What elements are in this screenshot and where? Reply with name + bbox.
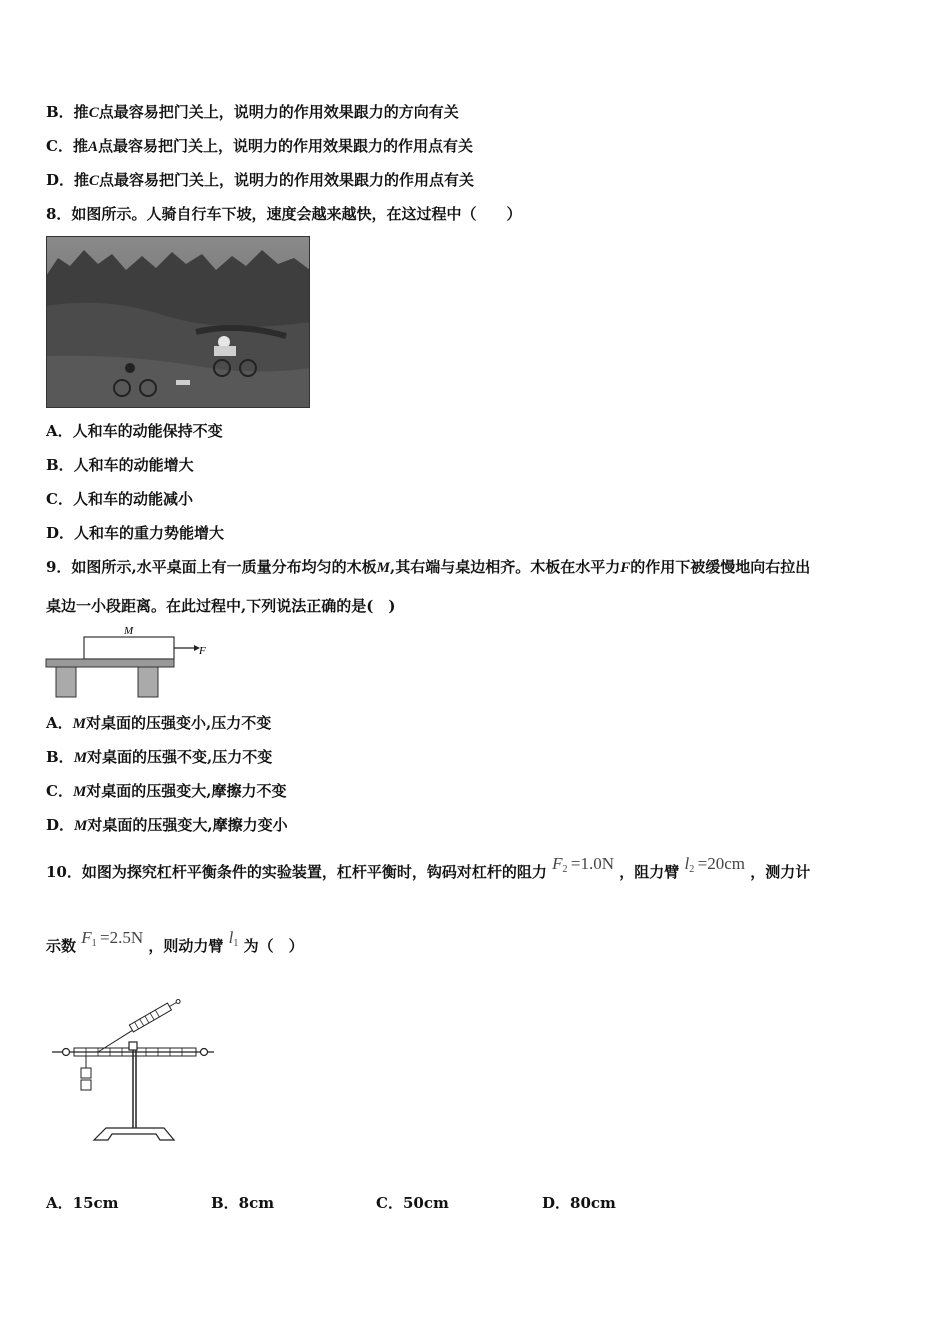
table-leg-left: [56, 667, 76, 697]
q10-option-c: C．50cm: [376, 1194, 449, 1212]
q8-option-c: C．人和车的动能减小: [46, 490, 193, 508]
pivot: [129, 1042, 137, 1050]
formula-f2: $F_2 =1.0N$: [552, 854, 615, 875]
q10-stem-line1: 10．如图为探究杠杆平衡条件的实验装置，杠杆平衡时，钩码对杠杆的阻力 $F_2 =1.0N$ ，阻力臂 $l_2 =20cm$ ，测力计: [46, 854, 811, 881]
q9-stem-line2: 桌边一小段距离。在此过程中,下列说法正确的是( ): [46, 597, 396, 615]
q10-option-a: A．15cm: [46, 1194, 119, 1212]
q8-option-d: D．人和车的重力势能增大: [46, 524, 225, 542]
stand-base: [94, 1128, 174, 1140]
q9-option-b: B．M对桌面的压强不变,压力不变: [46, 748, 273, 766]
formula-l1: $l_1$: [228, 928, 239, 949]
q9-stem-line1: 9．如图所示,水平桌面上有一质量分布均匀的木板M,其右端与桌边相齐。木板在水平力F的作用下被缓慢地向右拉出: [46, 558, 811, 576]
spring-scale: [129, 997, 181, 1032]
force-label: F: [199, 645, 206, 657]
q10-lever-apparatus-figure: [48, 996, 220, 1146]
q7-option-d: D．推C点最容易把门关上，说明力的作用效果跟力的作用点有关: [46, 171, 475, 189]
table-leg-right: [138, 667, 158, 697]
q10-option-b: B．8cm: [211, 1194, 275, 1212]
lever-end-right: [201, 1049, 208, 1056]
q10-stem-line2: 示数 $F_1 =2.5N$ ，则动力臂 $l_1$ 为（ ）: [46, 928, 304, 955]
q10-option-d: D．80cm: [542, 1194, 616, 1212]
wooden-board: [84, 637, 174, 659]
hook-weight-1: [81, 1068, 91, 1078]
q8-option-a: A．人和车的动能保持不变: [46, 422, 223, 440]
q9-option-d: D．M对桌面的压强变大,摩擦力变小: [46, 816, 288, 834]
q8-cyclist-photo: [46, 236, 310, 408]
q9-option-a: A．M对桌面的压强变小,压力不变: [46, 714, 272, 732]
q7-option-c: C．推A点最容易把门关上，说明力的作用效果跟力的作用点有关: [46, 137, 473, 155]
q9-option-c: C．M对桌面的压强变大,摩擦力不变: [46, 782, 287, 800]
board-label: M: [124, 625, 134, 637]
formula-l2: $l_2 =20cm$: [684, 854, 746, 875]
lever-end-left: [63, 1049, 70, 1056]
q7-option-b: B．推C点最容易把门关上，说明力的作用效果跟力的方向有关: [46, 103, 459, 121]
q8-stem: 8．如图所示。人骑自行车下坡，速度会越来越快，在这过程中（ ）: [46, 205, 522, 223]
q9-board-table-figure: [44, 624, 214, 700]
hook-weight-2: [81, 1080, 91, 1090]
formula-f1: $F_1 =2.5N$: [81, 928, 144, 949]
q8-option-b: B．人和车的动能增大: [46, 456, 194, 474]
table-top: [46, 659, 174, 667]
